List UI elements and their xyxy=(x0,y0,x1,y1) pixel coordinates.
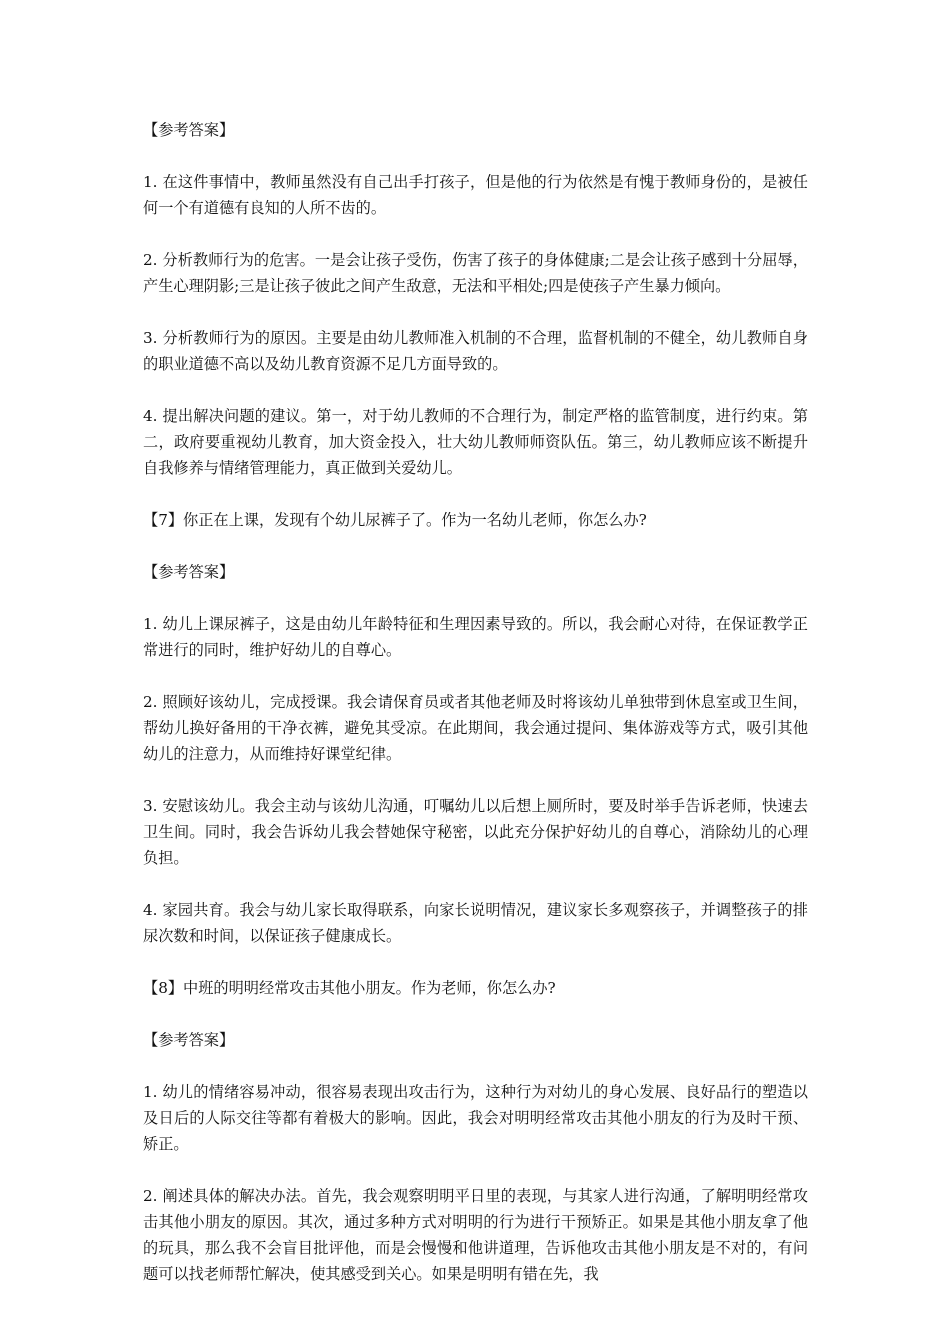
answer-heading: 【参考答案】 xyxy=(143,563,235,581)
answer-paragraph: 2. 阐述具体的解决办法。首先，我会观察明明平日里的表现，与其家人进行沟通，了解明明经常攻击其他小朋友的原因。其次，通过多种方式对明明的行为进行干预矫正。如果是其他小朋友拿了他的玩具，那么我不会盲目批评他，而是会慢慢和他讲道理，告诉他攻击其他小朋友是不对的，有问题可以找老师帮忙解决，使其感受到关心。如果是明明有错在先，我 xyxy=(143,1187,808,1283)
answer-paragraph: 3. 分析教师行为的原因。主要是由幼儿教师准入机制的不合理，监督机制的不健全，幼儿教师自身的职业道德不高以及幼儿教育资源不足几方面导致的。 xyxy=(143,329,808,373)
answer-paragraph: 2. 照顾好该幼儿，完成授课。我会请保育员或者其他老师及时将该幼儿单独带到休息室或卫生间，帮幼儿换好备用的干净衣裤，避免其受凉。在此期间，我会通过提问、集体游戏等方式，吸引其他幼儿的注意力，从而维持好课堂纪律。 xyxy=(143,693,808,763)
document-body xyxy=(143,117,808,1313)
question-text: 【8】中班的明明经常攻击其他小朋友。作为老师，你怎么办? xyxy=(143,979,556,997)
answer-paragraph: 4. 家园共育。我会与幼儿家长取得联系，向家长说明情况，建议家长多观察孩子，并调整孩子的排尿次数和时间，以保证孩子健康成长。 xyxy=(143,901,808,945)
answer-paragraph: 3. 安慰该幼儿。我会主动与该幼儿沟通，叮嘱幼儿以后想上厕所时，要及时举手告诉老师，快速去卫生间。同时，我会告诉幼儿我会替她保守秘密，以此充分保护好幼儿的自尊心，消除幼儿的心理负担。 xyxy=(143,797,808,867)
answer-paragraph: 4. 提出解决问题的建议。第一，对于幼儿教师的不合理行为，制定严格的监管制度，进行约束。第二，政府要重视幼儿教育，加大资金投入，壮大幼儿教师师资队伍。第三，幼儿教师应该不断提升自我修养与情绪管理能力，真正做到关爱幼儿。 xyxy=(143,407,808,477)
answer-heading: 【参考答案】 xyxy=(143,1031,235,1049)
answer-paragraph: 1. 幼儿上课尿裤子，这是由幼儿年龄特征和生理因素导致的。所以，我会耐心对待，在保证教学正常进行的同时，维护好幼儿的自尊心。 xyxy=(143,615,808,659)
answer-paragraph: 1. 幼儿的情绪容易冲动，很容易表现出攻击行为，这种行为对幼儿的身心发展、良好品行的塑造以及日后的人际交往等都有着极大的影响。因此，我会对明明经常攻击其他小朋友的行为及时干预、矫正。 xyxy=(143,1083,808,1153)
question-text: 【7】你正在上课，发现有个幼儿尿裤子了。作为一名幼儿老师，你怎么办? xyxy=(143,511,647,529)
answer-heading: 【参考答案】 xyxy=(143,121,235,139)
answer-paragraph: 1. 在这件事情中，教师虽然没有自己出手打孩子，但是他的行为依然是有愧于教师身份的，是被任何一个有道德有良知的人所不齿的。 xyxy=(143,173,808,217)
answer-paragraph: 2. 分析教师行为的危害。一是会让孩子受伤，伤害了孩子的身体健康;二是会让孩子感到十分屈辱，产生心理阴影;三是让孩子彼此之间产生敌意，无法和平相处;四是使孩子产生暴力倾向。 xyxy=(143,251,808,295)
